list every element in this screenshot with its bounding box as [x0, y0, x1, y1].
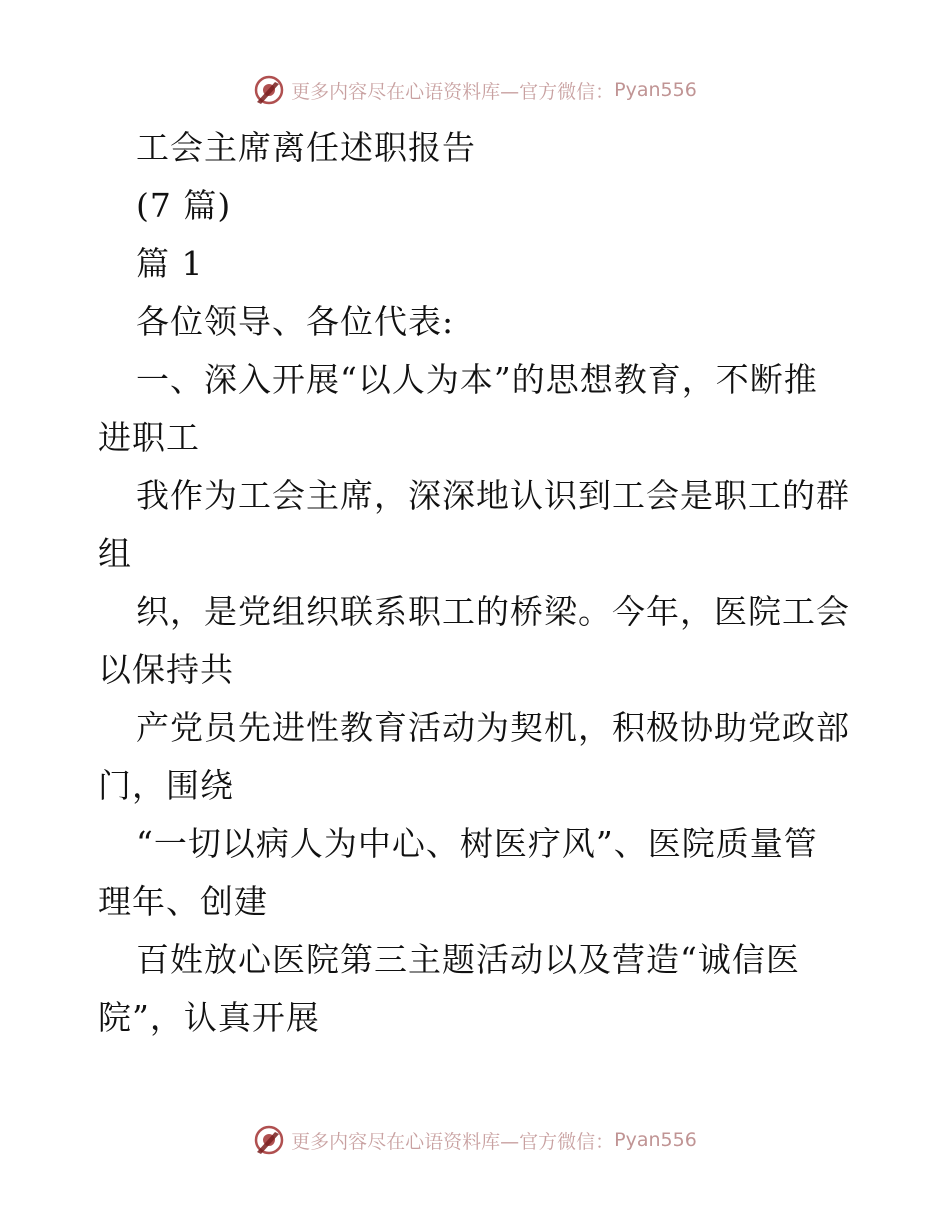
section-heading: 篇 1 [136, 244, 204, 283]
watermark-id: Pyan556 [614, 79, 697, 101]
text-line: 进职工 [98, 418, 200, 457]
document-body [98, 119, 858, 1047]
watermark-id: Pyan556 [614, 1129, 697, 1151]
text-line: 门，围绕 [98, 766, 234, 805]
text-line: 我作为工会主席，深深地认识到工会是职工的群 [136, 476, 850, 515]
text-line: 一、深入开展“以人为本”的思想教育，不断推 [136, 360, 818, 399]
text-line: 院”，认真开展 [98, 998, 320, 1037]
watermark-header [0, 70, 950, 110]
text-line: 产党员先进性教育活动为契机，积极协助党政部 [136, 708, 850, 747]
document-title: 工会主席离任述职报告 [136, 128, 476, 167]
salutation: 各位领导、各位代表: [136, 302, 455, 341]
text-line: 以保持共 [98, 650, 234, 689]
text-line: “一切以病人为中心、树医疗风”、医院质量管 [136, 824, 818, 863]
document-subtitle: (7 篇) [136, 186, 232, 225]
watermark-text: 更多内容尽在心语资料库—官方微信： [291, 80, 615, 103]
text-line: 组 [98, 534, 132, 573]
text-line: 织，是党组织联系职工的桥梁。今年，医院工会 [136, 592, 850, 631]
text-line: 百姓放心医院第三主题活动以及营造“诚信医 [136, 940, 800, 979]
watermark-text: 更多内容尽在心语资料库—官方微信： [291, 1130, 615, 1153]
text-line: 理年、创建 [98, 882, 268, 921]
pen-circle-logo-icon [253, 1124, 285, 1156]
pen-circle-logo-icon [253, 74, 285, 106]
watermark-footer [0, 1120, 950, 1160]
